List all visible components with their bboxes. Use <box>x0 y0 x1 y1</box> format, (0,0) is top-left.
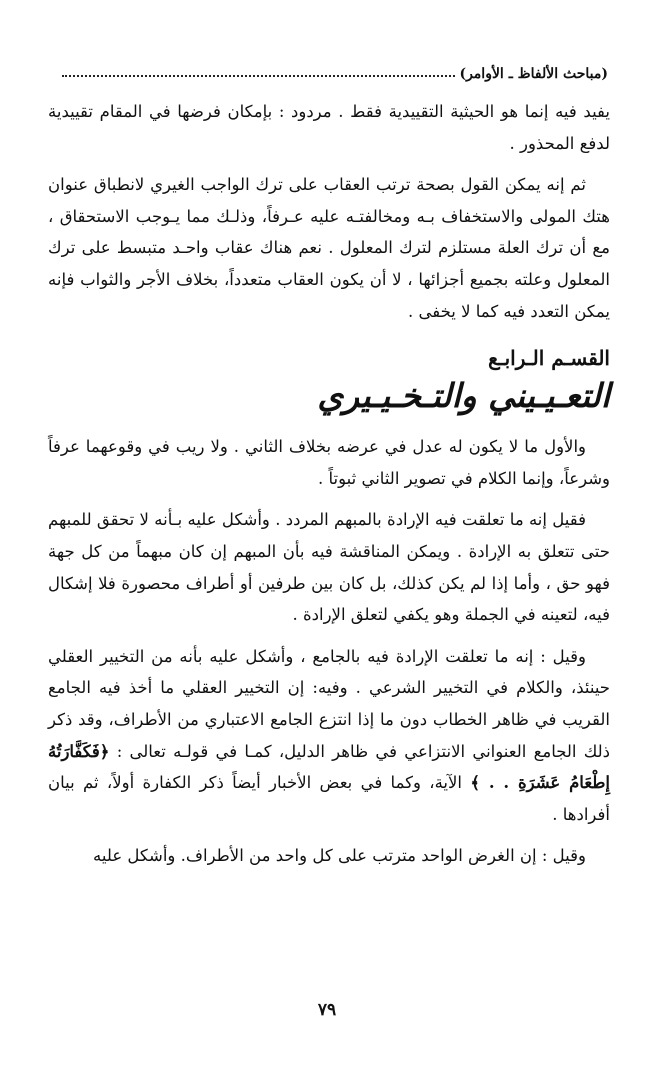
page-body <box>48 96 610 872</box>
running-title: (مباحث الألفاظ ـ الأوامر) <box>459 66 608 82</box>
page-number: ٧٩ <box>317 1000 337 1020</box>
section-title: التعـيـيني والتـخـيـيري <box>317 376 610 416</box>
paragraph-3: والأول ما لا يكون له عدل في عرضه بخلاف الثاني . ولا ريب في وقوعهما عرفاً وشرعاً، وإنما الكلام في تصوير الثاني ثبوتاً . <box>48 437 610 488</box>
paragraph-6: وقيل : إن الغرض الواحد مترتب على كل واحد من الأطراف. وأشكل عليه <box>93 846 586 866</box>
paragraph-1: يفيد فيه إنما هو الحيثية التقييدية فقط . مردود : بإمكان فرضها في المقام تقييدية لدفع المحذور . <box>48 102 610 153</box>
paragraph-5-text-b: الآية، وكما في بعض الأخبار أيضاً ذكر الكفارة أولاً، ثم بيان أفرادها . <box>48 773 610 824</box>
paragraph-4: فقيل إنه ما تعلقت فيه الإرادة بالمبهم المردد . وأشكل عليه بـأنه لا تحقق للمبهم حتى تتعلق به الإرادة . ويمكن المناقشة فيه بأن المبهم إن كان مبهماً من كل جهة فهو حق ، وأما إذا لم يكن كذلك، بل كان بين طرفين أو أطراف محصورة فلا إشكال فيه، لتعينه في الجملة وهو يكفي لتعلق الإرادة . <box>48 510 610 625</box>
header-dotted-leader <box>62 75 455 77</box>
section-heading <box>48 343 610 419</box>
paragraph-2: ثم إنه يمكن القول بصحة ترتب العقاب على ترك الواجب الغيري لانطباق عنوان هتك المولى والاستخفاف بـه ومخالفتـه عليه عـرفاً، وذلـك مما يـوجب الاستحقاق ، مع أن ترك العلة مستلزم لترك المعلول . نعم هناك عقاب واحـد متبسط على ترك المعلول وعلته بجميع أجزائها ، لا أن يكون العقاب متعدداً، بخلاف الأجر والثواب فإنه يمكن التعدد فيه كما لا يخفى . <box>48 175 610 321</box>
paragraph-5 <box>48 641 610 831</box>
section-number: القسـم الـرابـع <box>488 346 610 371</box>
paragraph-5-text-a: وقيل : إنه ما تعلقت الإرادة فيه بالجامع ، وأشكل عليه بأنه من التخيير العقلي حينئذ، والكلام في التخيير الشرعي . وفيه: إن التخيير العقلي ما أخذ فيه الجامع القريب في ظاهر الخطاب دون ما إذا انتزع الجامع الاعتباري من الأطراف، وقد ذكر ذلك الجامع العنواني الانتزاعي في ظاهر الدليل، كمـا في قولـه تعالى : <box>48 646 610 761</box>
running-header <box>62 58 608 82</box>
quran-verse: ﴿فَكَفَّارَتُهُ إِطْعَامُ عَشَرَةِ . . ﴾ <box>48 741 611 793</box>
